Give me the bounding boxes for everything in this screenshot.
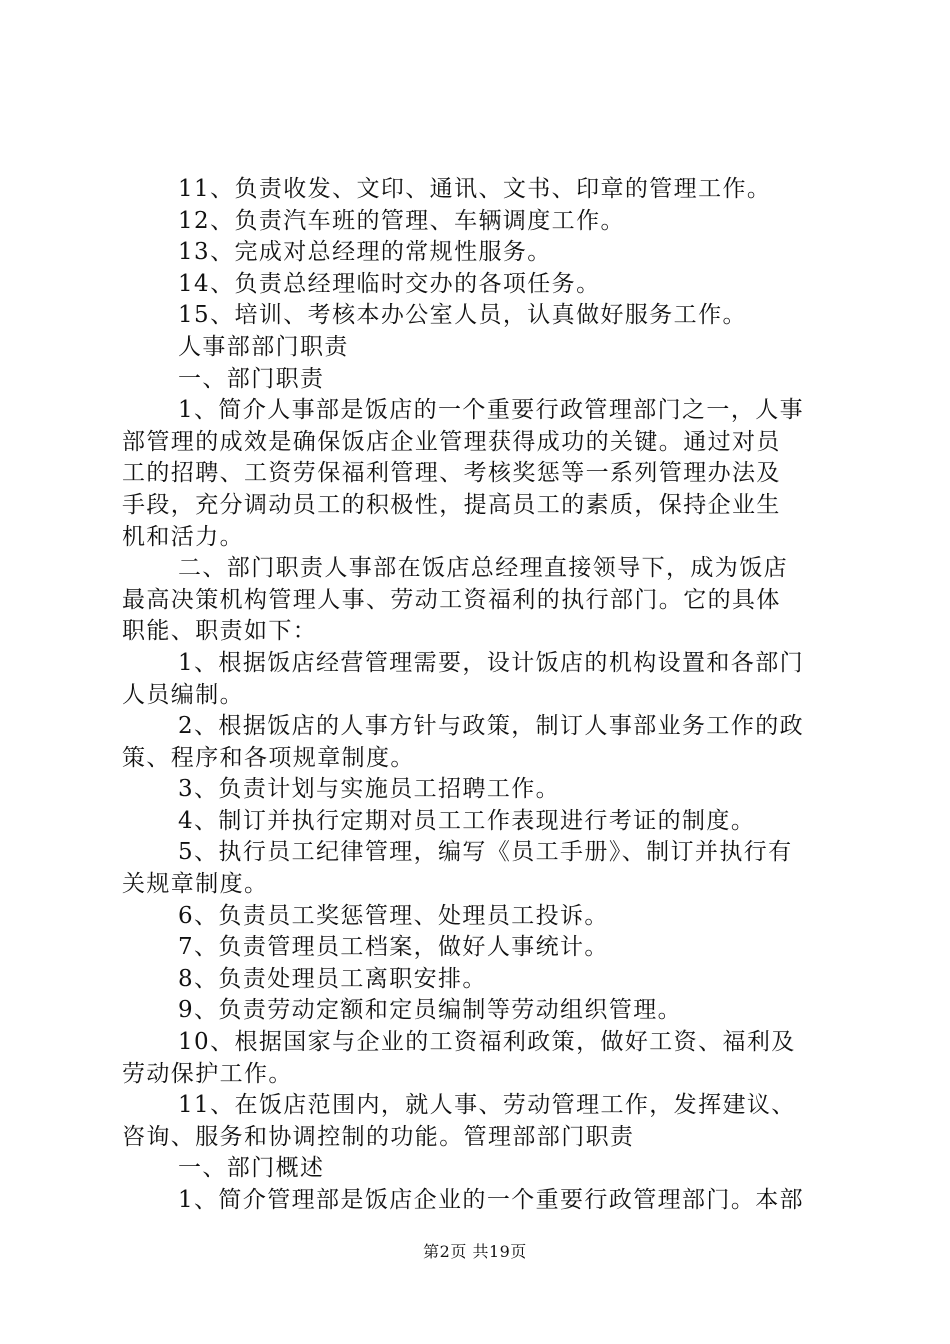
text-line: 机和活力。 — [122, 523, 244, 550]
text-line: 10、根据国家与企业的工资福利政策，做好工资、福利及 — [178, 1029, 796, 1056]
text-line: 5、执行员工纪律管理，编写《员工手册》、制订并执行有 — [178, 839, 793, 866]
text-line: 15、培训、考核本办公室人员，认真做好服务工作。 — [178, 302, 747, 329]
document-body — [122, 174, 832, 1217]
text-line: 策、程序和各项规章制度。 — [122, 744, 415, 771]
text-line: 一、部门概述 — [178, 1155, 325, 1182]
text-line: 12、负责汽车班的管理、车辆调度工作。 — [178, 207, 625, 234]
text-line: 13、完成对总经理的常规性服务。 — [178, 239, 552, 266]
text-line: 14、负责总经理临时交办的各项任务。 — [178, 270, 601, 297]
text-line: 劳动保护工作。 — [122, 1060, 293, 1087]
text-line: 一、部门职责 — [178, 365, 325, 392]
text-line: 手段，充分调动员工的积极性，提高员工的素质，保持企业生 — [122, 491, 781, 518]
text-line: 工的招聘、工资劳保福利管理、考核奖惩等一系列管理办法及 — [122, 460, 781, 487]
page-footer: 第2页 共19页 — [423, 1242, 527, 1261]
text-line: 9、负责劳动定额和定员编制等劳动组织管理。 — [178, 997, 683, 1024]
text-line: 11、在饭店范围内，就人事、劳动管理工作，发挥建议、 — [178, 1092, 796, 1119]
text-line: 关规章制度。 — [122, 871, 269, 898]
text-line: 2、根据饭店的人事方针与政策，制订人事部业务工作的政 — [178, 713, 805, 740]
text-line: 人事部部门职责 — [178, 333, 349, 360]
text-line: 1、根据饭店经营管理需要，设计饭店的机构设置和各部门 — [178, 649, 805, 676]
text-line: 最高决策机构管理人事、劳动工资福利的执行部门。它的具体 — [122, 586, 781, 613]
text-line: 人员编制。 — [122, 681, 244, 708]
text-line: 二、部门职责人事部在饭店总经理直接领导下，成为饭店 — [178, 555, 788, 582]
text-line: 咨询、服务和协调控制的功能。管理部部门职责 — [122, 1123, 635, 1150]
text-line: 1、简介管理部是饭店企业的一个重要行政管理部门。本部 — [178, 1187, 805, 1213]
text-line: 7、负责管理员工档案，做好人事统计。 — [178, 934, 609, 961]
text-line: 职能、职责如下： — [122, 618, 318, 645]
text-line: 6、负责员工奖惩管理、处理员工投诉。 — [178, 902, 609, 929]
text-line: 4、制订并执行定期对员工工作表现进行考证的制度。 — [178, 807, 756, 834]
text-line: 1、简介人事部是饭店的一个重要行政管理部门之一，人事 — [178, 397, 805, 424]
text-line: 11、负责收发、文印、通讯、文书、印章的管理工作。 — [178, 176, 772, 202]
text-line: 部管理的成效是确保饭店企业管理获得成功的关键。通过对员 — [122, 428, 781, 455]
text-line: 3、负责计划与实施员工招聘工作。 — [178, 776, 561, 803]
text-line: 8、负责处理员工离职安排。 — [178, 965, 487, 992]
